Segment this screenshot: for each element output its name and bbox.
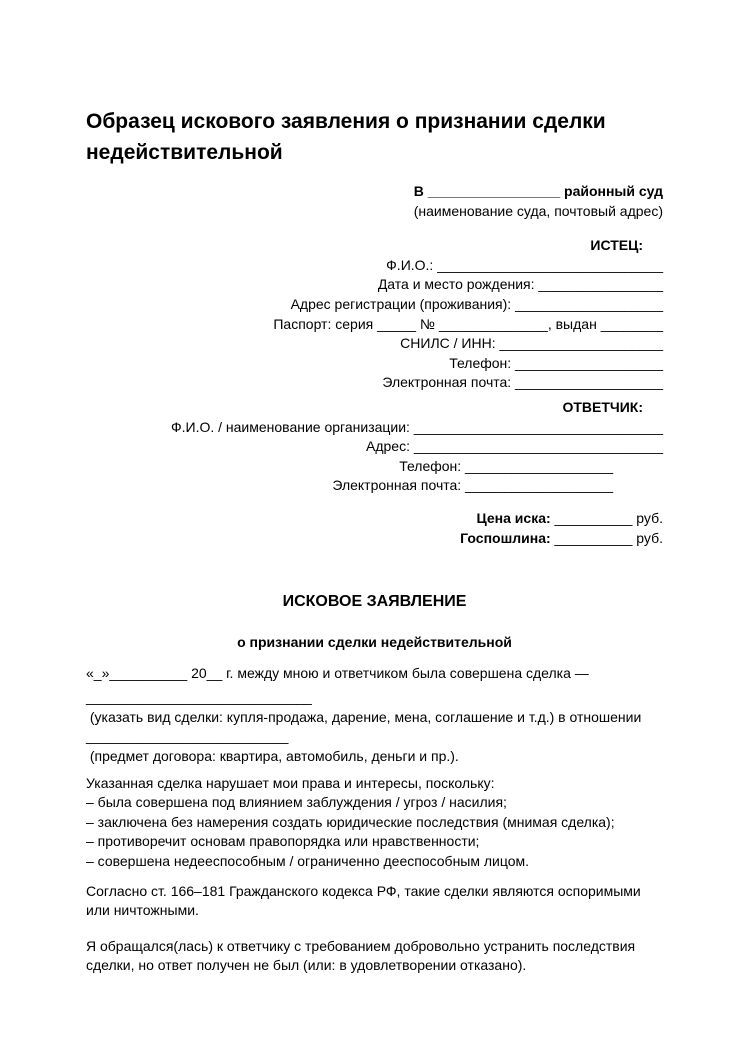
court-note: (наименование суда, почтовый адрес) (413, 202, 663, 219)
plaintiff-birth-line: Дата и место рождения: ________________ (377, 276, 663, 293)
claim-subheading: о признании сделки недействительной (237, 634, 512, 651)
defendant-address-line: Адрес: ________________________________ (365, 438, 663, 455)
document-title: Образец искового заявления о признании сделки недействительной (86, 110, 606, 164)
court-name-line: В _________________ районный суд (413, 183, 663, 199)
state-duty-value: __________ руб. (550, 529, 663, 546)
state-duty-line (86, 529, 663, 549)
violation-item: – совершена недееспособным / ограниченно дееспособным лицом. (86, 853, 530, 870)
plaintiff-fio-line: Ф.И.О.: _____________________________ (386, 256, 663, 273)
pretrial-paragraph: Я обращался(лась) к ответчику с требованием добровольно устранить последствия сделки, но ответ получен не был (или: в удовлетворении отказано). (86, 937, 636, 974)
violations-intro: Указанная сделка нарушает мои права и интересы, поскольку: (86, 774, 495, 791)
violation-item: – заключена без намерения создать юридические последствия (мнимая сделка); (86, 813, 615, 830)
claim-intro-paragraph: «_»__________ 20__ г. между мною и ответчиком была совершена сделка — (86, 664, 589, 681)
plaintiff-snils-inn-line: СНИЛС / ИНН: _____________________ (400, 335, 663, 352)
fees-block (86, 509, 663, 548)
violation-item: – была совершена под влиянием заблуждения / угроз / насилия; (86, 794, 507, 811)
defendant-name-line: Ф.И.О. / наименование организации: ________________________________ (170, 418, 663, 435)
defendant-heading: ОТВЕТЧИК: (562, 398, 643, 415)
defendant-phone-line: Телефон: ___________________ (399, 457, 613, 474)
plaintiff-block (86, 236, 663, 393)
plaintiff-phone-line: Телефон: ___________________ (449, 354, 663, 371)
transaction-description-paragraph (86, 688, 663, 766)
transaction-subject-note: (предмет договора: квартира, автомобиль, деньги и пр.). (86, 748, 459, 765)
court-block (86, 182, 663, 221)
violation-item: – противоречит основам правопорядка или нравственности; (86, 833, 480, 850)
claim-price-line (86, 509, 663, 529)
defendant-email-line: Электронная почта: ___________________ (332, 477, 613, 494)
transaction-subject-blank-line: __________________________ (86, 728, 289, 745)
violations-paragraph (86, 774, 663, 872)
plaintiff-heading: ИСТЕЦ: (590, 237, 643, 254)
defendant-block (86, 398, 663, 496)
state-duty-label: Госпошлина: (460, 529, 551, 546)
claim-price-value: __________ руб. (550, 509, 663, 526)
transaction-type-note: (указать вид сделки: купля-продажа, дарение, мена, соглашение и т.д.) в отношении (86, 708, 642, 725)
plaintiff-passport-line: Паспорт: серия _____ № ______________, выдан ________ (273, 315, 663, 332)
transaction-blank-line: _____________________________ (86, 689, 312, 706)
legal-basis-paragraph: Согласно ст. 166–181 Гражданского кодекса РФ, такие сделки являются оспоримыми или ничтожными. (86, 882, 641, 919)
claim-price-label: Цена иска: (476, 509, 551, 526)
claim-heading: ИСКОВОЕ ЗАЯВЛЕНИЕ (282, 593, 467, 611)
plaintiff-email-line: Электронная почта: ___________________ (382, 374, 663, 391)
plaintiff-address-line: Адрес регистрации (проживания): ___________________ (290, 295, 663, 312)
